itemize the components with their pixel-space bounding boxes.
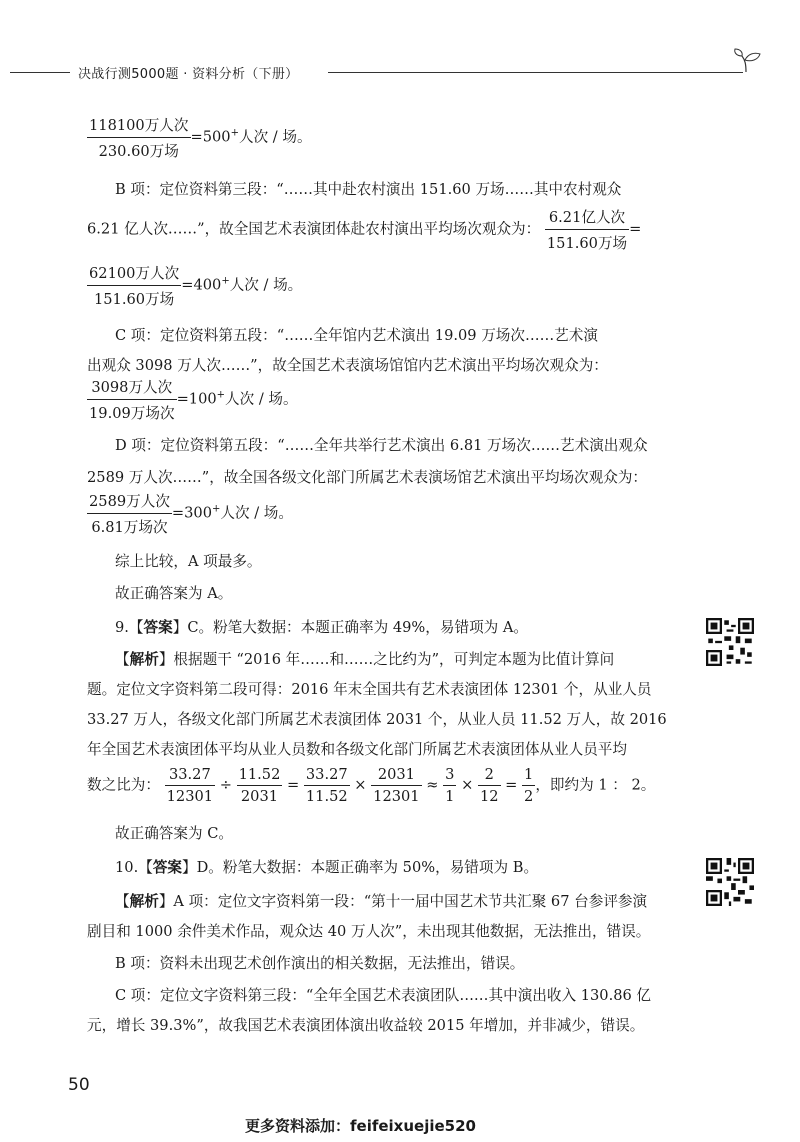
answer-line: 10.【答案】D。粉笔大数据：本题正确率为 50%，易错项为 B。 xyxy=(115,859,539,876)
paragraph-line: 2589 万人次……”，故全国各级文化部门所属艺术表演场馆艺术演出平均场次观众为： xyxy=(87,469,648,486)
header-rule-left xyxy=(10,72,70,73)
paragraph-line: B 项：定位资料第三段：“……其中赴农村演出 151.60 万场……其中农村观众 xyxy=(115,181,622,198)
equation-line: $\frac{\text{3098万人次}}{\text{19.09万场次}}$ =100+人次 / 场。 xyxy=(87,376,298,423)
header-rule-right xyxy=(328,72,743,73)
answer-line: 9.【答案】C。粉笔大数据：本题正确率为 49%，易错项为 A。 xyxy=(115,619,529,636)
paragraph-line: C 项：定位资料第五段：“……全年馆内艺术演出 19.09 万场次……艺术演 xyxy=(115,327,598,344)
paragraph-line: 出观众 3098 万人次……”，故全国艺术表演场馆馆内艺术演出平均场次观众为： xyxy=(87,357,608,374)
fraction: $\frac{1}{2}$ xyxy=(524,766,534,805)
fraction: $\frac{\text{62100万人次}}{\text{151.60万场}}$ xyxy=(87,262,181,309)
paragraph-line: 故正确答案为 A。 xyxy=(115,585,233,602)
paragraph-line: 题。定位文字资料第二段可得：2016 年末全国共有艺术表演团体 12301 个，从业人员 xyxy=(87,681,652,698)
fraction: $\frac{\text{3098万人次}}{\text{19.09万场次}}$ xyxy=(87,376,177,423)
fraction: $\frac{\text{6.21亿人次}}{\text{151.60万场}}$ xyxy=(545,206,629,253)
equation-line: $\frac{\text{2589万人次}}{\text{6.81万场次}}$ =300+人次 / 场。 xyxy=(87,490,293,537)
fraction: $\frac{33.27}{12301}$ xyxy=(166,766,214,805)
running-header xyxy=(10,62,755,82)
paragraph-line: D 项：定位资料第五段：“……全年共举行艺术演出 6.81 万场次……艺术演出观众 xyxy=(115,437,648,454)
paragraph-line: 6.21 亿人次……”，故全国艺术表演团体赴农村演出平均场次观众为： $\frac{\text{6.21亿人次}}{\text{151.60万场}}$ = xyxy=(87,206,641,253)
book-title: 决战行测5000题 · 资料分析（下册） xyxy=(78,67,299,82)
fraction: $\frac{33.27}{11.52}$ xyxy=(305,766,348,805)
qr-code-icon[interactable] xyxy=(706,858,754,906)
sprout-icon xyxy=(732,48,764,74)
fraction: $\frac{2031}{12301}$ xyxy=(373,766,420,805)
paragraph-line: B 项：资料未出现艺术创作演出的相关数据，无法推出，错误。 xyxy=(115,955,525,972)
fraction: $\frac{11.52}{2031}$ xyxy=(238,766,281,805)
fraction: $\frac{\text{2589万人次}}{\text{6.81万场次}}$ xyxy=(87,490,172,537)
equation-line: 数之比为： $\frac{33.27}{12301}$ ÷ $\frac{11.52}{2031}$ = $\frac{33.27}{11.52}$ × $\frac{2031}{12301}$ ≈ $\frac{3}{1}$ × $\frac{2}{12}$ = $\frac{1}{2}$ ，即约为 1 ： 2。 xyxy=(87,766,656,805)
paragraph-line: 元，增长 39.3%”，故我国艺术表演团体演出收益较 2015 年增加，并非减少，错误。 xyxy=(87,1017,645,1034)
qr-code-icon[interactable] xyxy=(706,618,754,666)
fraction: $\frac{\text{118100万人次}}{\text{230.60万场}}$ xyxy=(87,114,191,161)
fraction: $\frac{2}{12}$ xyxy=(479,766,499,805)
fraction: $\frac{3}{1}$ xyxy=(445,766,455,805)
paragraph-line: 剧目和 1000 余件美术作品，观众达 40 万人次”，未出现其他数据，无法推出，错误。 xyxy=(87,923,651,940)
paragraph-line: 年全国艺术表演团体平均从业人员数和各级文化部门所属艺术表演团体从业人员平均 xyxy=(87,741,627,758)
paragraph-line: 故正确答案为 C。 xyxy=(115,825,233,842)
equation-line: $\frac{\text{118100万人次}}{\text{230.60万场}}$ =500+人次 / 场。 xyxy=(87,114,312,161)
analysis-line: 【解析】根据题干 “2016 年……和……之比约为”，可判定本题为比值计算问 xyxy=(115,651,615,668)
paragraph-line: C 项：定位文字资料第三段：“全年全国艺术表演团队……其中演出收入 130.86 亿 xyxy=(115,987,652,1004)
page-number: 50 xyxy=(68,1075,90,1095)
paragraph-line: 综上比较，A 项最多。 xyxy=(115,553,262,570)
equation-line: $\frac{\text{62100万人次}}{\text{151.60万场}}$ =400+人次 / 场。 xyxy=(87,262,302,309)
paragraph-line: 33.27 万人，各级文化部门所属艺术表演团体 2031 个，从业人员 11.52 万人，故 2016 xyxy=(87,711,667,728)
footer-note: 更多资料添加：feifeixuejie520 xyxy=(245,1117,476,1135)
analysis-line: 【解析】A 项：定位文字资料第一段：“第十一届中国艺术节共汇聚 67 台参评参演 xyxy=(115,893,648,910)
